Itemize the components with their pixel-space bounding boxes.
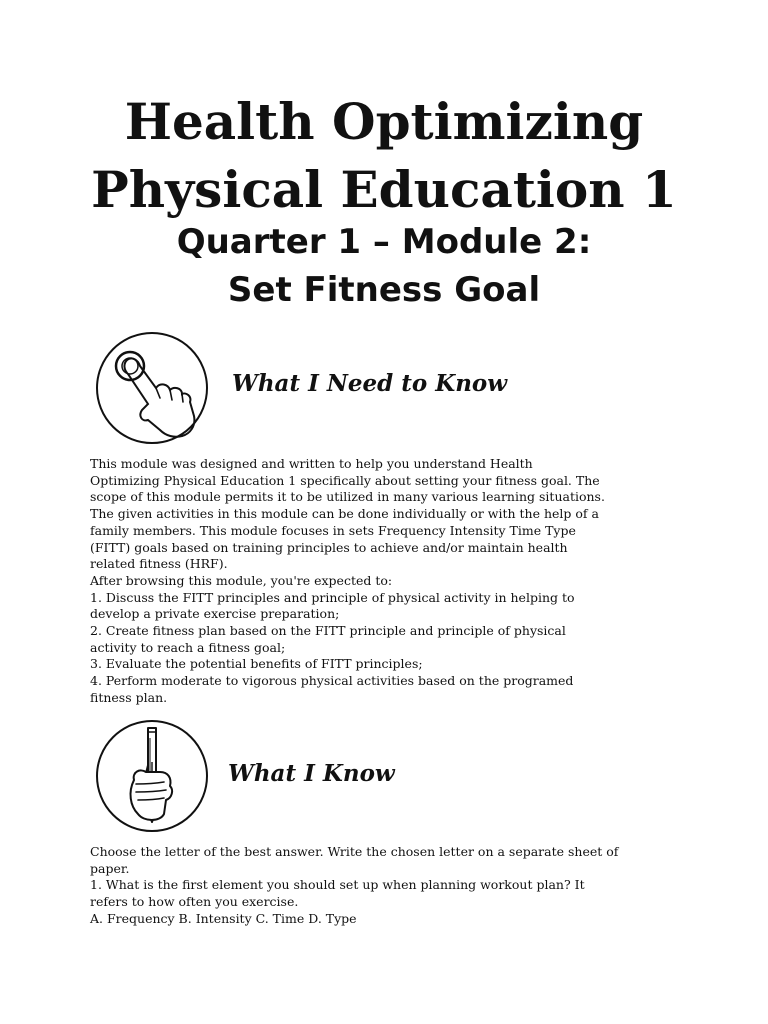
objective-line: 4. Perform moderate to vigorous physical activities based on the programed xyxy=(90,673,574,689)
module-topic: Set Fitness Goal xyxy=(227,270,541,310)
text-line: family members. This module focuses in sets Frequency Intensity Time Type xyxy=(90,522,576,538)
text-line: The given activities in this module can be done individually or with the help of a xyxy=(90,506,599,522)
text-line: scope of this module permits it to be utilized in many various learning situations. xyxy=(90,489,605,505)
finger-pressing-button-icon xyxy=(94,330,210,446)
module-number: Quarter 1 – Module 2: xyxy=(176,222,592,262)
text-line: Optimizing Physical Education 1 specifically about setting your fitness goal. The xyxy=(90,472,600,488)
what-i-know-text xyxy=(90,844,670,928)
instruction-line: paper. xyxy=(90,860,130,876)
text-line: (FITT) goals based on training principles to achieve and/or maintain health xyxy=(90,539,568,555)
question-line: 1. What is the first element you should set up when planning workout plan? It xyxy=(90,877,585,893)
objective-line: activity to reach a fitness goal; xyxy=(90,639,286,655)
objective-line: develop a private exercise preparation; xyxy=(90,606,340,622)
answer-choices: A. Frequency B. Intensity C. Time D. Type xyxy=(90,910,357,926)
section-heading-what-i-know: What I Know xyxy=(228,760,395,787)
text-line: This module was designed and written to help you understand Health xyxy=(90,456,533,471)
objective-line: 3. Evaluate the potential benefits of FITT principles; xyxy=(90,656,423,672)
hand-holding-pencil-icon xyxy=(94,718,210,834)
objective-line: 2. Create fitness plan based on the FITT principle and principle of physical xyxy=(90,623,566,639)
objective-line: 1. Discuss the FITT principles and principle of physical activity in helping to xyxy=(90,589,575,605)
question-line: refers to how often you exercise. xyxy=(90,894,299,910)
instruction-line: Choose the letter of the best answer. Write the chosen letter on a separate sheet of xyxy=(90,844,619,859)
title-line-1: Health Optimizing xyxy=(124,92,644,151)
section-heading-what-i-need-to-know: What I Need to Know xyxy=(232,370,508,397)
text-line: After browsing this module, you're expected to: xyxy=(90,572,393,588)
title-line-2: Physical Education 1 xyxy=(91,160,677,219)
need-to-know-text xyxy=(90,456,670,707)
objective-line: fitness plan. xyxy=(90,689,168,705)
text-line: related fitness (HRF). xyxy=(90,556,228,572)
